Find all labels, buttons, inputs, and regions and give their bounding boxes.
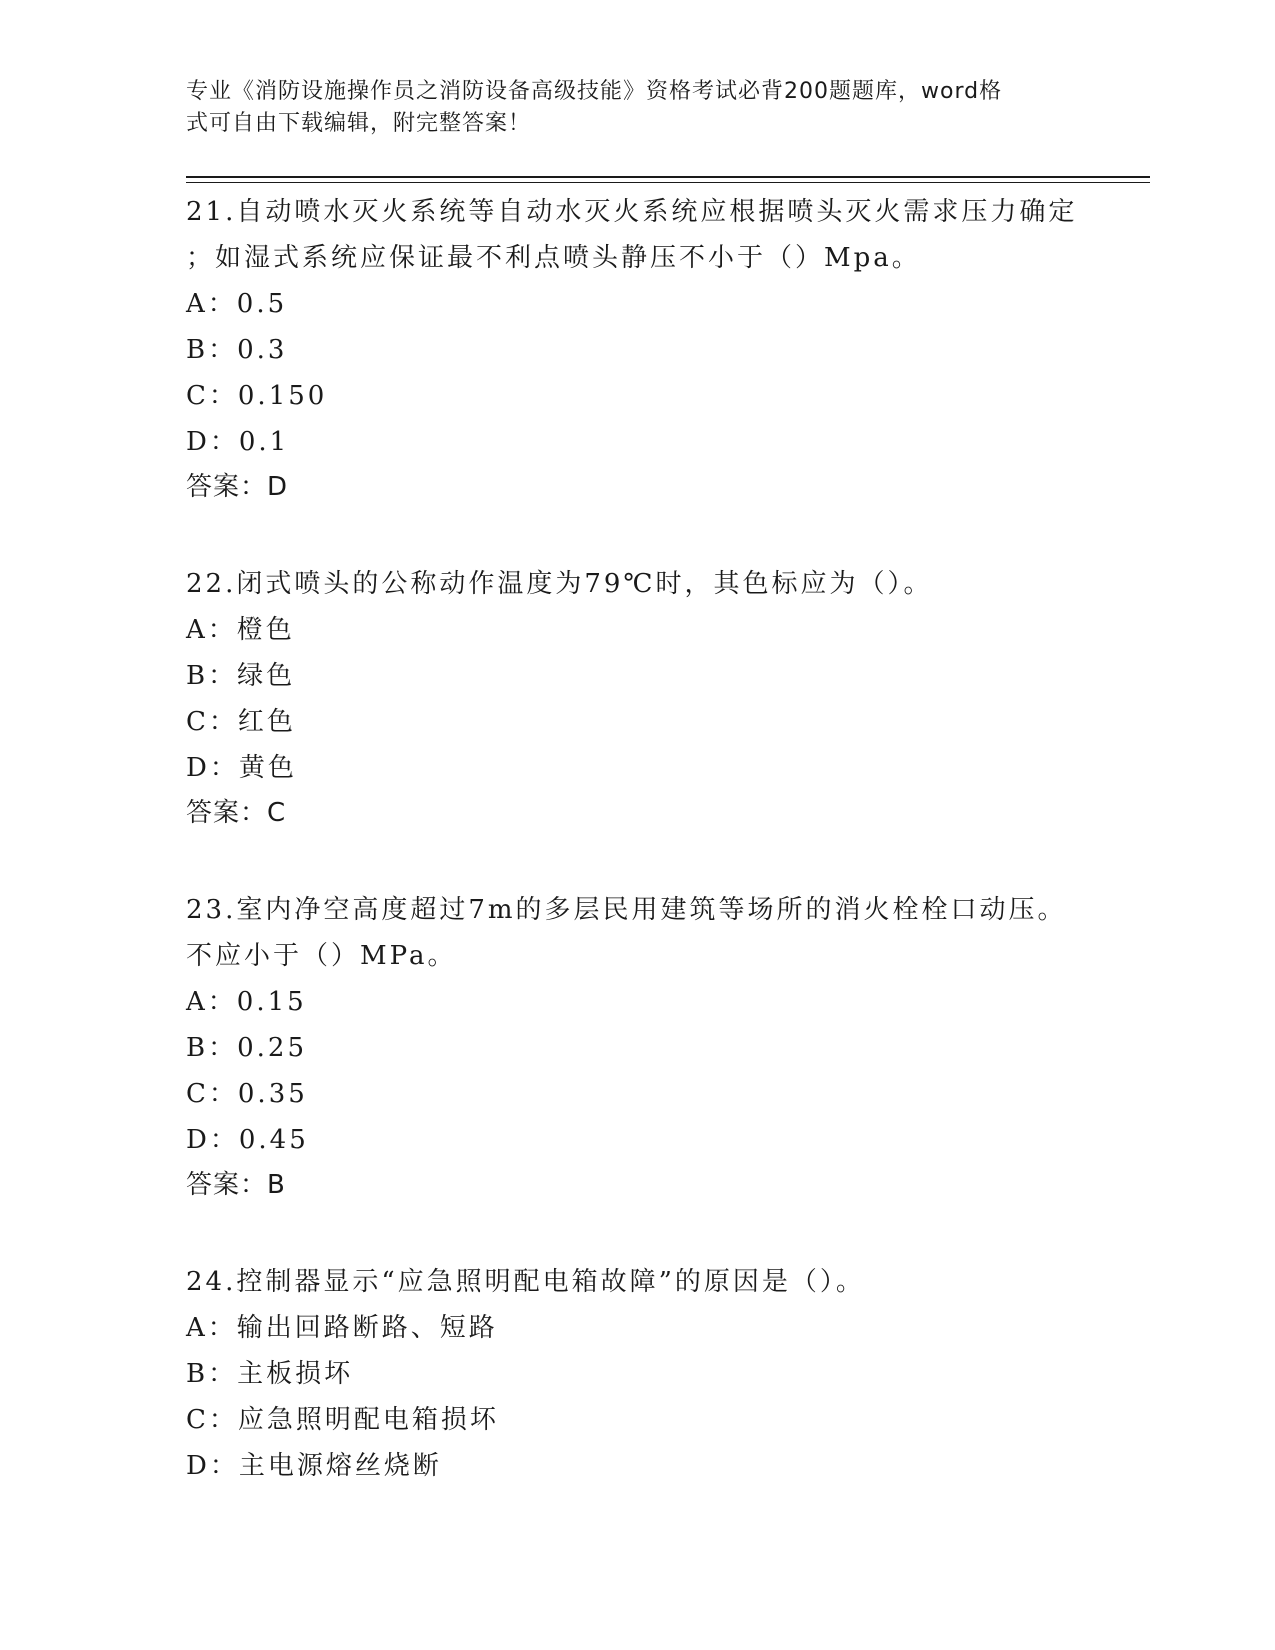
header-line-2: 式可自由下载编辑，附完整答案！: [186, 111, 532, 136]
option-a: A：0.5: [186, 289, 288, 319]
answer-line: 答案：D: [186, 472, 289, 502]
option-b: B：主板损坏: [186, 1359, 354, 1389]
option-c: C：应急照明配电箱损坏: [186, 1405, 499, 1435]
option-b: B：0.25: [186, 1033, 307, 1063]
option-c: C：红色: [186, 707, 296, 737]
option-b: B：0.3: [186, 335, 288, 365]
header-line-1: 专业《消防设施操作员之消防设备高级技能》资格考试必背200题题库，word格: [186, 79, 1003, 104]
question-spacer: [186, 509, 1086, 561]
question-21: [186, 189, 1086, 509]
option-a: A：输出回路断路、短路: [186, 1313, 498, 1343]
question-stem-line: 24.控制器显示“应急照明配电箱故障”的原因是（）。: [186, 1267, 865, 1297]
question-24: [186, 1259, 1086, 1489]
question-stem-line: ；如湿式系统应保证最不利点喷头静压不小于（）Mpa。: [186, 243, 921, 273]
option-a: A：橙色: [186, 615, 295, 645]
question-list: [186, 189, 1086, 1489]
option-d: D：0.45: [186, 1125, 309, 1155]
header-divider-thin: [186, 182, 1150, 183]
question-23: [186, 887, 1086, 1207]
answer-line: 答案：C: [186, 798, 287, 828]
option-d: D：主电源熔丝烧断: [186, 1451, 442, 1481]
option-a: A：0.15: [186, 987, 307, 1017]
option-c: C：0.150: [186, 381, 328, 411]
header-divider-thick: [186, 176, 1150, 178]
question-stem-line: 21.自动喷水灭火系统等自动水灭火系统应根据喷头灭火需求压力确定: [186, 197, 1078, 227]
option-b: B：绿色: [186, 661, 296, 691]
document-header: [186, 76, 1066, 140]
question-stem-line: 22.闭式喷头的公称动作温度为79℃时，其色标应为（）。: [186, 569, 933, 599]
option-d: D：黄色: [186, 753, 297, 783]
answer-line: 答案：B: [186, 1170, 286, 1200]
option-d: D：0.1: [186, 427, 290, 457]
question-stem-line: 不应小于（）MPa。: [186, 941, 457, 971]
question-spacer: [186, 835, 1086, 887]
question-22: [186, 561, 1086, 835]
question-spacer: [186, 1207, 1086, 1259]
question-stem-line: 23.室内净空高度超过7m的多层民用建筑等场所的消火栓栓口动压。: [186, 895, 1067, 925]
option-c: C：0.35: [186, 1079, 308, 1109]
